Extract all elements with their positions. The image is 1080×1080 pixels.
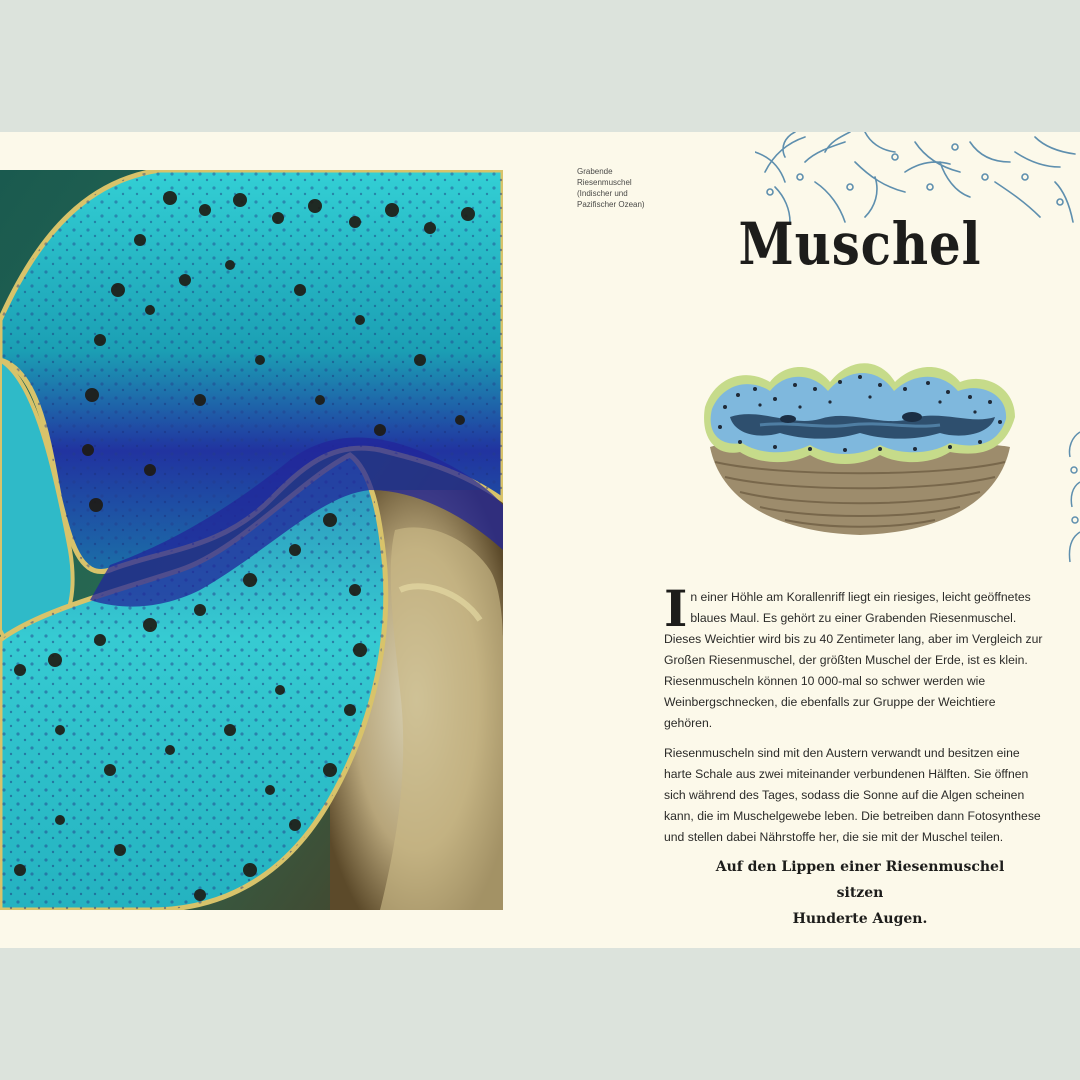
pull-quote-line-1: Auf den Lippen einer Riesenmuschel sitzen: [715, 859, 1005, 901]
caption-line: Riesenmuschel: [577, 178, 632, 187]
article-paragraph-2: Riesenmuscheln sind mit den Austern verwandt und besitzen eine harte Schale aus zwei miteinander verbundenen Hälften. Sie öffnen sich während des Tages, sodass die Sonne auf die Algen scheinen kann, die im Muschelgewebe leben. Die betreiben dann Fotosynthese und stellen dabei Nährstoffe her, die sie mit der Muschel teilen.: [664, 746, 1041, 844]
article-paragraph-1: [664, 579, 1044, 734]
drop-cap: I: [664, 579, 688, 638]
pull-quote: [700, 854, 1020, 932]
caption-line: Grabende: [577, 167, 613, 176]
page-title: Muschel: [738, 210, 982, 278]
coral-decoration-side: [1060, 422, 1080, 572]
book-spread: [0, 132, 1080, 948]
pull-quote-line-2: Hunderte Augen.: [792, 911, 928, 927]
caption-line: Pazifischer Ozean): [577, 200, 645, 209]
clam-illustration: [700, 347, 1020, 537]
photo-caption: [577, 166, 687, 210]
caption-line: (Indischer und: [577, 189, 628, 198]
giant-clam-photo: [0, 170, 503, 910]
paragraph-1-text: n einer Höhle am Korallenriff liegt ein riesiges, leicht geöffnetes blaues Maul. Es gehört zu einer Grabenden Riesenmuschel. Dieses Weichtier wird bis zu 40 Zentimeter lang, aber im Vergleich zur Großen Riesenmuschel, der größten Muschel der Erde, ist es klein. Riesenmuscheln können 10 000-mal so schwer werden wie Weinbergschnecken, die ebenfalls zur Gruppe der Weichtiere gehören.: [664, 590, 1043, 730]
clam-photo-graphic: [0, 170, 503, 910]
article-body: [664, 579, 1044, 857]
